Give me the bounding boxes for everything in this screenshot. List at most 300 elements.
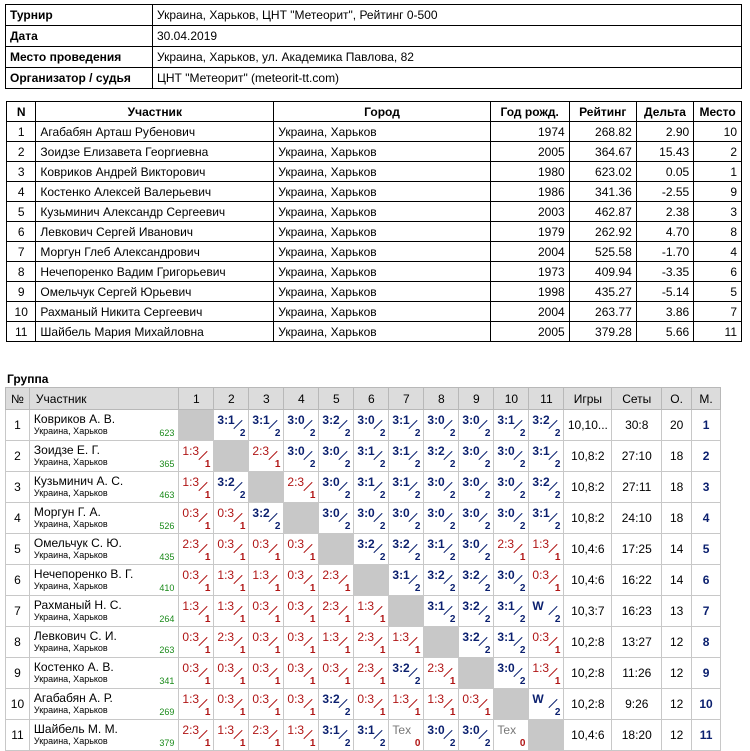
match-score[interactable] [214,720,248,750]
match-score[interactable] [214,565,248,595]
match-points: 2 [519,645,526,656]
match-cell[interactable] [529,441,564,472]
match-cell[interactable] [284,658,319,689]
score-value: 0:3 [322,661,340,675]
match-score[interactable] [494,503,528,533]
match-score[interactable] [389,472,423,502]
match-points: 2 [484,645,491,656]
sets-cell: 30:8 [612,410,662,441]
match-score[interactable] [354,596,388,626]
match-cell[interactable] [354,441,389,472]
match-score[interactable] [214,658,248,688]
match-score[interactable] [529,472,563,502]
player-cell[interactable] [29,720,178,751]
match-score[interactable] [424,410,458,440]
match-score[interactable] [459,503,493,533]
match-points: 2 [519,521,526,532]
match-cell[interactable] [494,658,529,689]
player-cell[interactable] [29,658,178,689]
score-value: 3:0 [427,475,445,489]
match-score[interactable] [214,410,248,440]
match-score[interactable] [389,720,423,750]
match-score[interactable] [284,441,318,471]
match-cell[interactable] [354,627,389,658]
match-score[interactable] [389,503,423,533]
player-cell[interactable] [29,565,178,596]
match-score[interactable] [214,627,248,657]
match-cell[interactable] [424,441,459,472]
participant-cell: Агабабян Арташ Рубенович [36,122,274,142]
player-name[interactable]: Нечепоренко В. Г. [33,567,134,581]
participant-row [7,282,742,302]
match-score[interactable] [459,596,493,626]
match-cell[interactable] [459,627,494,658]
player-city: Украина, Харьков [33,674,108,684]
match-cell[interactable] [354,534,389,565]
player-cell[interactable] [29,472,178,503]
match-score[interactable] [494,441,528,471]
match-cell[interactable] [389,410,424,441]
match-cell[interactable] [494,534,529,565]
match-cell[interactable] [494,410,529,441]
match-score[interactable] [424,472,458,502]
match-cell[interactable] [214,596,249,627]
match-cell[interactable] [529,534,564,565]
match-cell[interactable] [424,596,459,627]
player-cell[interactable] [29,534,178,565]
match-cell[interactable] [319,596,354,627]
match-score[interactable] [459,720,493,750]
match-score[interactable] [494,410,528,440]
match-cell[interactable] [494,565,529,596]
match-score[interactable] [249,410,283,440]
player-name[interactable]: Левкович С. И. [33,629,117,643]
match-score[interactable] [494,658,528,688]
info-value: Украина, Харьков, ЦНТ "Метеорит", Рейтинг 0-500 [153,5,742,26]
score-value: 2:3 [217,630,235,644]
match-score[interactable] [424,534,458,564]
match-score[interactable] [424,565,458,595]
match-cell[interactable] [284,565,319,596]
points-cell: 12 [662,720,692,751]
participant-cell: Шайбель Мария Михайловна [36,322,274,342]
match-cell[interactable] [354,503,389,534]
match-cell[interactable] [494,441,529,472]
match-cell[interactable] [389,472,424,503]
match-score[interactable] [389,565,423,595]
match-score[interactable] [179,658,213,688]
match-score[interactable] [529,503,563,533]
match-cell[interactable] [494,720,529,751]
match-cell[interactable] [319,627,354,658]
match-cell[interactable] [249,534,284,565]
match-score[interactable] [179,472,213,502]
match-cell[interactable] [529,503,564,534]
match-cell[interactable] [529,565,564,596]
group-row [6,472,721,503]
match-cell[interactable] [214,472,249,503]
match-score[interactable] [319,658,353,688]
player-cell[interactable] [29,410,178,441]
match-cell[interactable] [529,472,564,503]
match-cell[interactable] [354,596,389,627]
match-score[interactable] [179,627,213,657]
score-value: 0:3 [287,630,305,644]
match-score[interactable] [389,627,423,657]
match-cell[interactable] [214,720,249,751]
match-points: 2 [414,676,421,687]
match-cell[interactable] [494,596,529,627]
match-cell[interactable] [319,441,354,472]
match-cell[interactable] [354,410,389,441]
match-points: 1 [274,738,281,749]
match-cell[interactable] [284,689,319,720]
grid-header-col: 10 [494,388,529,410]
match-cell[interactable] [284,410,319,441]
participant-cell: 2004 [490,242,569,262]
match-score[interactable] [494,627,528,657]
match-cell[interactable] [249,689,284,720]
match-cell[interactable] [459,472,494,503]
match-score[interactable] [249,565,283,595]
match-cell[interactable] [179,472,214,503]
match-cell[interactable] [179,534,214,565]
match-score[interactable] [214,596,248,626]
match-score[interactable] [424,596,458,626]
match-score[interactable] [284,596,318,626]
match-cell[interactable] [424,534,459,565]
match-cell[interactable] [389,627,424,658]
match-score[interactable] [529,534,563,564]
row-number: 8 [6,627,30,658]
match-score[interactable] [179,534,213,564]
match-score[interactable] [459,472,493,502]
match-cell[interactable] [529,596,564,627]
match-cell[interactable] [354,472,389,503]
match-cell[interactable] [284,441,319,472]
participant-row [7,142,742,162]
match-score[interactable] [529,658,563,688]
match-points: 2 [379,459,386,470]
match-score[interactable] [494,472,528,502]
match-cell[interactable] [284,627,319,658]
match-score[interactable] [354,534,388,564]
match-score[interactable] [529,627,563,657]
match-score[interactable] [284,410,318,440]
match-score[interactable] [529,410,563,440]
match-cell[interactable] [179,627,214,658]
score-value: 3:0 [462,723,480,737]
match-cell[interactable] [319,720,354,751]
participant-row [7,322,742,342]
participant-cell: 379.28 [569,322,636,342]
match-cell[interactable] [214,658,249,689]
match-cell[interactable] [494,627,529,658]
match-cell[interactable] [179,503,214,534]
place-cell: 8 [692,627,721,658]
match-score[interactable] [459,565,493,595]
match-score[interactable] [319,720,353,750]
sets-cell: 16:23 [612,596,662,627]
match-score[interactable] [459,441,493,471]
match-cell[interactable] [459,596,494,627]
player-cell[interactable] [29,689,178,720]
match-cell[interactable] [284,596,319,627]
score-value: 1:3 [182,444,200,458]
match-score[interactable] [529,441,563,471]
match-score[interactable] [249,720,283,750]
match-cell[interactable] [214,627,249,658]
match-cell[interactable] [319,410,354,441]
score-value: 3:2 [322,413,340,427]
match-score[interactable] [214,503,248,533]
place-cell: 1 [692,410,721,441]
match-score[interactable] [319,689,353,719]
participant-cell: Левкович Сергей Иванович [36,222,274,242]
score-value: 3:0 [322,506,340,520]
match-cell[interactable] [284,534,319,565]
match-points: 2 [344,428,351,439]
score-value: 3:0 [462,475,480,489]
match-points: 2 [554,459,561,470]
info-key: Организатор / судья [6,68,153,89]
match-score[interactable] [214,472,248,502]
sets-cell: 17:25 [612,534,662,565]
match-cell[interactable] [214,689,249,720]
player-cell[interactable] [29,441,178,472]
player-name[interactable]: Кузьминич А. С. [33,474,124,488]
match-cell[interactable] [319,658,354,689]
match-cell[interactable] [319,565,354,596]
match-score[interactable] [459,627,493,657]
match-score[interactable] [319,596,353,626]
match-cell[interactable] [179,658,214,689]
player-cell[interactable] [29,596,178,627]
match-cell[interactable] [424,689,459,720]
match-cell[interactable] [424,410,459,441]
match-score[interactable] [389,441,423,471]
match-cell[interactable] [529,689,564,720]
match-score[interactable] [354,627,388,657]
match-score[interactable] [179,441,213,471]
match-cell[interactable] [284,472,319,503]
match-cell[interactable] [249,627,284,658]
player-city: Украина, Харьков [33,457,108,467]
match-cell[interactable] [389,720,424,751]
match-score[interactable] [214,689,248,719]
match-cell[interactable] [319,472,354,503]
match-score[interactable] [354,503,388,533]
participant-cell: Омельчук Сергей Юрьевич [36,282,274,302]
match-cell[interactable] [214,565,249,596]
match-cell[interactable] [529,410,564,441]
match-cell[interactable] [249,410,284,441]
match-cell[interactable] [389,565,424,596]
match-score[interactable] [389,689,423,719]
match-cell[interactable] [389,441,424,472]
match-points: 1 [449,676,456,687]
player-name[interactable]: Омельчук С. Ю. [33,536,122,550]
match-score[interactable] [179,596,213,626]
match-score[interactable] [284,472,318,502]
match-score[interactable] [179,503,213,533]
match-cell[interactable] [424,472,459,503]
match-cell[interactable] [179,720,214,751]
match-score[interactable] [319,472,353,502]
match-points: 1 [204,738,211,749]
match-cell[interactable] [214,410,249,441]
match-score[interactable] [389,534,423,564]
match-cell[interactable] [319,689,354,720]
match-cell[interactable] [459,441,494,472]
player-name[interactable]: Шайбель М. М. [33,722,118,736]
match-score[interactable] [249,503,283,533]
match-score[interactable] [354,658,388,688]
match-score[interactable] [179,720,213,750]
match-score[interactable] [494,596,528,626]
match-score[interactable] [284,534,318,564]
match-cell[interactable] [459,689,494,720]
match-score[interactable] [389,658,423,688]
player-name[interactable]: Ковриков А. В. [33,412,116,426]
match-score[interactable] [424,658,458,688]
match-cell[interactable] [459,410,494,441]
player-name[interactable]: Рахманый Н. С. [33,598,122,612]
match-cell[interactable] [179,596,214,627]
match-score[interactable] [319,410,353,440]
match-cell[interactable] [354,720,389,751]
match-score[interactable] [249,689,283,719]
match-cell[interactable] [284,720,319,751]
match-score[interactable] [249,658,283,688]
match-score[interactable] [459,689,493,719]
match-score[interactable] [319,441,353,471]
match-cell[interactable] [529,627,564,658]
match-cell[interactable] [424,720,459,751]
match-score[interactable] [494,534,528,564]
place-cell: 6 [692,565,721,596]
participant-cell: Украина, Харьков [274,202,491,222]
score-value: 0:3 [182,630,200,644]
match-cell[interactable] [494,503,529,534]
match-score[interactable] [249,534,283,564]
match-score[interactable] [424,503,458,533]
match-cell[interactable] [249,565,284,596]
match-score[interactable] [249,627,283,657]
match-cell[interactable] [389,689,424,720]
match-cell[interactable] [249,720,284,751]
match-score[interactable] [319,627,353,657]
match-cell[interactable] [459,503,494,534]
match-score[interactable] [354,689,388,719]
match-score[interactable] [529,689,563,719]
match-score[interactable] [319,565,353,595]
participant-cell: 3 [7,162,36,182]
match-cell[interactable] [249,658,284,689]
match-points: 1 [204,645,211,656]
match-cell[interactable] [389,503,424,534]
player-name[interactable]: Моргун Г. А. [33,505,101,519]
match-points: 2 [309,459,316,470]
row-number: 5 [6,534,30,565]
match-cell[interactable] [389,534,424,565]
match-score[interactable] [179,565,213,595]
match-score[interactable] [319,503,353,533]
match-score[interactable] [249,596,283,626]
match-score[interactable] [459,410,493,440]
match-cell[interactable] [459,534,494,565]
match-cell[interactable] [424,658,459,689]
match-points: 0 [414,738,421,749]
group-title: Группа [7,372,49,386]
match-cell[interactable] [354,658,389,689]
match-score[interactable] [494,720,528,750]
match-score[interactable] [354,720,388,750]
match-score[interactable] [249,441,283,471]
player-name[interactable]: Костенко А. В. [33,660,114,674]
participant-cell: 2003 [490,202,569,222]
match-score[interactable] [354,441,388,471]
match-score[interactable] [284,627,318,657]
match-score[interactable] [529,596,563,626]
match-score[interactable] [424,441,458,471]
player-name[interactable]: Агабабян А. Р. [33,691,113,705]
match-cell[interactable] [424,565,459,596]
match-score[interactable] [494,565,528,595]
match-score[interactable] [284,720,318,750]
match-cell[interactable] [214,534,249,565]
group-row [6,503,721,534]
match-cell[interactable] [319,503,354,534]
match-score[interactable] [214,534,248,564]
player-rating: 463 [159,490,175,500]
match-score[interactable] [284,658,318,688]
match-score[interactable] [424,720,458,750]
grid-header-col: 11 [529,388,564,410]
participant-cell: 7 [694,302,742,322]
match-cell[interactable] [179,441,214,472]
match-score[interactable] [179,689,213,719]
match-points: 2 [519,490,526,501]
match-cell[interactable] [459,565,494,596]
match-score[interactable] [459,534,493,564]
match-cell[interactable] [354,689,389,720]
match-score[interactable] [354,410,388,440]
match-cell[interactable] [249,441,284,472]
match-score[interactable] [354,472,388,502]
player-cell[interactable] [29,503,178,534]
match-score[interactable] [284,689,318,719]
info-row [6,68,742,89]
participant-cell: 1973 [490,262,569,282]
match-score[interactable] [529,565,563,595]
player-cell[interactable] [29,627,178,658]
match-cell[interactable] [389,658,424,689]
player-name[interactable]: Зоидзе Е. Г. [33,443,100,457]
match-score[interactable] [424,689,458,719]
match-cell[interactable] [494,472,529,503]
match-score[interactable] [389,410,423,440]
match-cell[interactable] [529,658,564,689]
match-cell[interactable] [459,720,494,751]
match-cell[interactable] [249,503,284,534]
match-cell[interactable] [179,689,214,720]
match-cell[interactable] [424,503,459,534]
match-cell[interactable] [249,596,284,627]
match-cell[interactable] [179,565,214,596]
match-cell[interactable] [214,503,249,534]
match-score[interactable] [284,565,318,595]
